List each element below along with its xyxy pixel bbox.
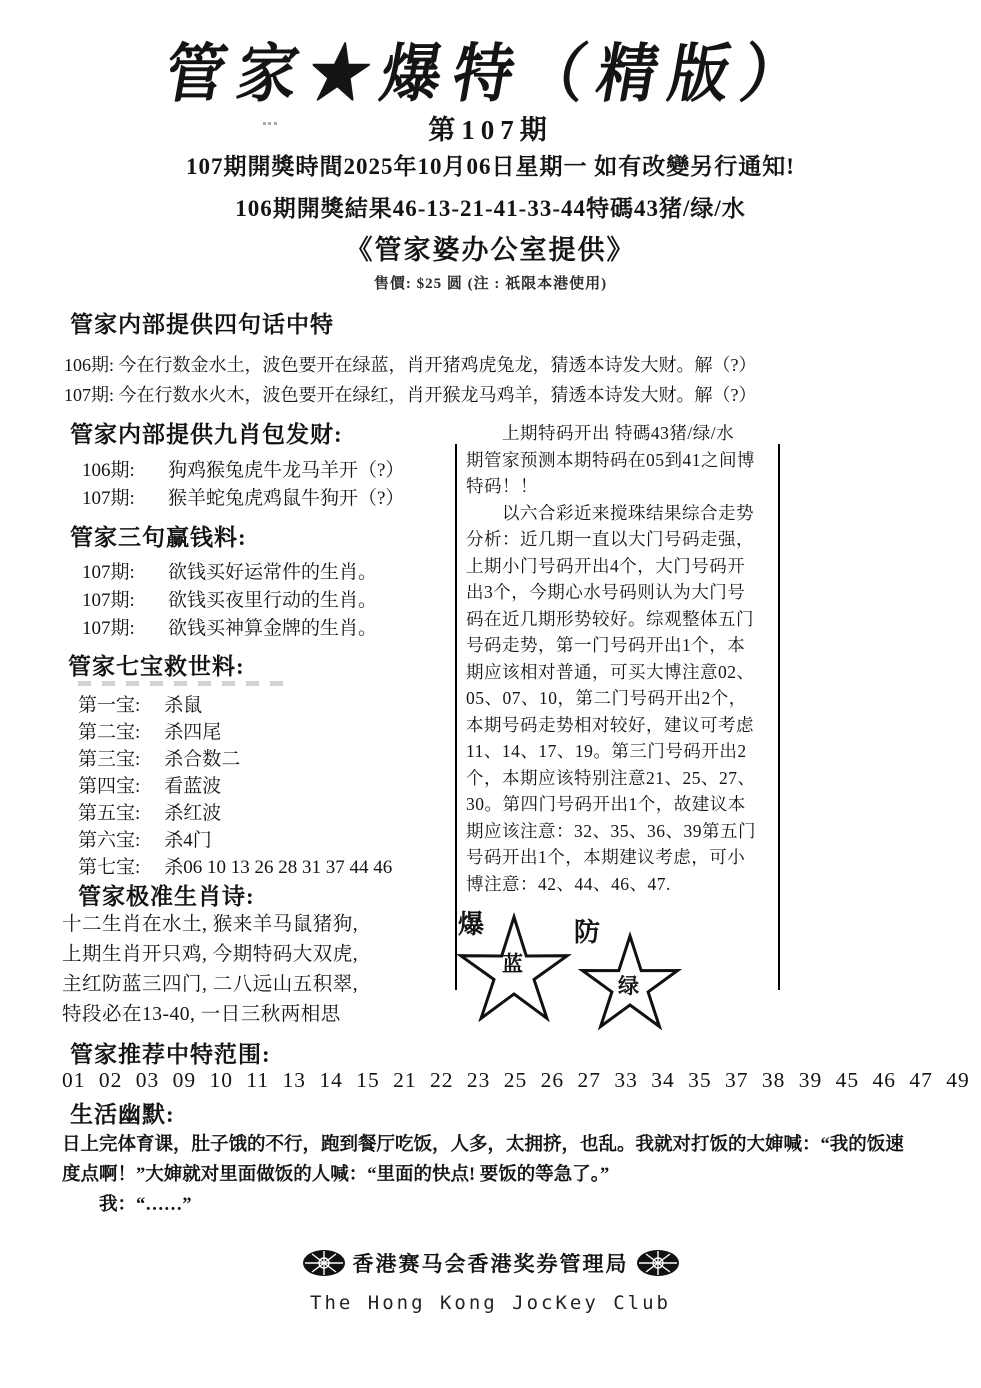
section-heading-humor: 生活幽默: bbox=[70, 1102, 175, 1127]
analysis-line: 上期小门号码开出4个，大门号码开 bbox=[466, 555, 746, 576]
section-heading-four-talk: 管家内部提供四句话中特 bbox=[70, 312, 334, 337]
treasure-row bbox=[78, 825, 212, 852]
treasure-row bbox=[78, 771, 221, 798]
poem-line: 上期生肖开只鸡, 今期特码大双虎, bbox=[62, 944, 359, 965]
footer-org-cn: 香港赛马会香港奖券管理局 bbox=[352, 1252, 629, 1276]
row-value: 欲钱买神算金牌的生肖。 bbox=[168, 618, 378, 639]
row-label: 第五宝: bbox=[78, 803, 141, 824]
analysis-line: 博注意：42、44、46、47. bbox=[466, 873, 671, 894]
humor-line: 度点啊！”大婶就对里面做饭的人喊：“里面的快点! 要饭的等急了。” bbox=[62, 1165, 610, 1185]
issue-number: 第107期 bbox=[428, 115, 553, 145]
row-label: 107期: bbox=[82, 488, 135, 509]
row-label: 107期: bbox=[82, 590, 135, 611]
four-talk-row: 106期: 今在行数金水土，波色要开在绿蓝，肖开猪鸡虎兔龙，猜透本诗发大财。解（?） bbox=[64, 355, 757, 375]
treasure-row bbox=[78, 744, 240, 771]
three-win-row bbox=[82, 613, 377, 640]
row-label: 107期: bbox=[82, 618, 135, 639]
analysis-line: 期应该相对普通，可买大博注意02、 bbox=[466, 661, 755, 682]
row-value: 杀06 10 13 26 28 31 37 44 46 bbox=[164, 857, 393, 878]
analysis-panel bbox=[456, 420, 778, 897]
footer-org-row bbox=[0, 1248, 981, 1278]
nine-xiao-row bbox=[82, 455, 404, 482]
masthead-title: 管家★爆特（精版） bbox=[159, 39, 820, 110]
section-heading-zodiac-poem: 管家极准生肖诗: bbox=[78, 884, 255, 909]
print-artifact-smudge bbox=[78, 681, 288, 686]
analysis-line: 分析：近几期一直以大门号码走强， bbox=[466, 529, 754, 549]
row-value: 欲钱买好运常件的生肖。 bbox=[168, 562, 378, 583]
analysis-line: 期管家预测本期特码在05到41之间博 bbox=[466, 449, 755, 470]
analysis-line: 特码！！ bbox=[466, 476, 538, 496]
burst-avoid-stars bbox=[452, 898, 782, 1053]
analysis-line: 期应该注意：32、35、36、39第五门 bbox=[466, 820, 756, 841]
nine-xiao-row bbox=[82, 483, 404, 510]
footer-org-en: The Hong Kong JocKey Club bbox=[310, 1292, 671, 1314]
jockey-club-emblem-icon bbox=[635, 1248, 681, 1278]
analysis-line: 号码开出1个，本期建议考虑，可小 bbox=[466, 847, 746, 867]
row-value: 看蓝波 bbox=[164, 776, 222, 797]
analysis-line: 码在近几期形势较好。综观整体五门 bbox=[466, 608, 754, 629]
poem-line: 特段必在13-40, 一日三秋两相思 bbox=[62, 1004, 341, 1025]
section-heading-nine-xiao: 管家内部提供九肖包发财: bbox=[70, 422, 343, 447]
poem-line: 十二生肖在水土, 猴来羊马鼠猪狗, bbox=[62, 914, 359, 935]
row-value: 猴羊蛇兔虎鸡鼠牛狗开（?） bbox=[168, 488, 405, 509]
row-label: 第三宝: bbox=[78, 749, 141, 770]
previous-result-line: 106期開獎結果46-13-21-41-33-44特碼43猪/绿/水 bbox=[235, 196, 746, 221]
row-value: 杀鼠 bbox=[164, 695, 203, 716]
analysis-line: 本期号码走势相对较好，建议可考虑 bbox=[466, 714, 754, 735]
analysis-line: 以六合彩近来搅珠结果综合走势 bbox=[466, 502, 754, 523]
row-value: 杀4门 bbox=[164, 830, 212, 851]
four-talk-row: 107期: 今在行数水火木，波色要开在绿红，肖开猴龙马鸡羊，猜透本诗发大财。解（?） bbox=[64, 385, 757, 405]
section-heading-three-win: 管家三句赢钱料: bbox=[70, 525, 247, 550]
treasure-row bbox=[78, 690, 202, 717]
poem-line: 主红防蓝三四门, 二八远山五积翠, bbox=[62, 974, 359, 995]
row-value: 杀四尾 bbox=[164, 722, 222, 743]
draw-time-notice: 107期開獎時間2025年10月06日星期一 如有改變另行通知! bbox=[186, 154, 795, 179]
analysis-line: 个，本期应该特别注意21、25、27、 bbox=[466, 767, 756, 788]
three-win-row bbox=[82, 585, 377, 612]
blue-wave-label: 蓝 bbox=[502, 952, 523, 976]
treasure-row bbox=[78, 798, 221, 825]
section-heading-seven-treasure: 管家七宝救世料: bbox=[68, 654, 245, 679]
row-value: 杀合数二 bbox=[164, 749, 241, 770]
row-label: 第六宝: bbox=[78, 830, 141, 851]
analysis-line: 上期特码开出 特碼43猪/绿/水 bbox=[466, 423, 735, 443]
row-label: 106期: bbox=[82, 460, 135, 481]
analysis-line: 05、07、10，第二门号码开出2个， bbox=[466, 688, 747, 708]
analysis-line: 11、14、17、19。第三门号码开出2 bbox=[466, 741, 747, 761]
green-wave-label: 绿 bbox=[618, 974, 639, 998]
humor-line: 我：“……” bbox=[62, 1195, 192, 1215]
analysis-line: 出3个，今期心水号码则认为大门号 bbox=[466, 582, 746, 602]
analysis-line: 30。第四门号码开出1个，故建议本 bbox=[466, 794, 746, 814]
treasure-row bbox=[78, 717, 221, 744]
row-label: 第七宝: bbox=[78, 857, 141, 878]
treasure-row bbox=[78, 852, 392, 879]
row-value: 狗鸡猴兔虎牛龙马羊开（?） bbox=[168, 460, 405, 481]
burst-label: 爆 bbox=[458, 910, 485, 939]
row-label: 107期: bbox=[82, 562, 135, 583]
humor-line: 日上完体育课，肚子饿的不行，跑到餐厅吃饭，人多，太拥挤，也乱。我就对打饭的大婶喊：“我的饭速 bbox=[62, 1135, 904, 1155]
provider-line: 《管家婆办公室提供》 bbox=[345, 235, 636, 265]
row-label: 第四宝: bbox=[78, 776, 141, 797]
row-label: 第二宝: bbox=[78, 722, 141, 743]
jockey-club-emblem-icon bbox=[301, 1248, 347, 1278]
row-value: 杀红波 bbox=[164, 803, 222, 824]
row-value: 欲钱买夜里行动的生肖。 bbox=[168, 590, 378, 611]
row-label: 第一宝: bbox=[78, 695, 141, 716]
section-heading-recommend: 管家推荐中特范围: bbox=[70, 1042, 271, 1067]
recommend-numbers: 01 02 03 09 10 11 13 14 15 21 22 23 25 26 27 33 34 35 37 38 39 45 46 47 49 bbox=[62, 1068, 970, 1092]
three-win-row bbox=[82, 557, 377, 584]
price-note: 售價: $25 圆 (注 : 祇限本港使用) bbox=[373, 276, 608, 292]
analysis-line: 号码走势，第一门号码开出1个，本 bbox=[466, 635, 746, 655]
avoid-label: 防 bbox=[574, 918, 601, 947]
